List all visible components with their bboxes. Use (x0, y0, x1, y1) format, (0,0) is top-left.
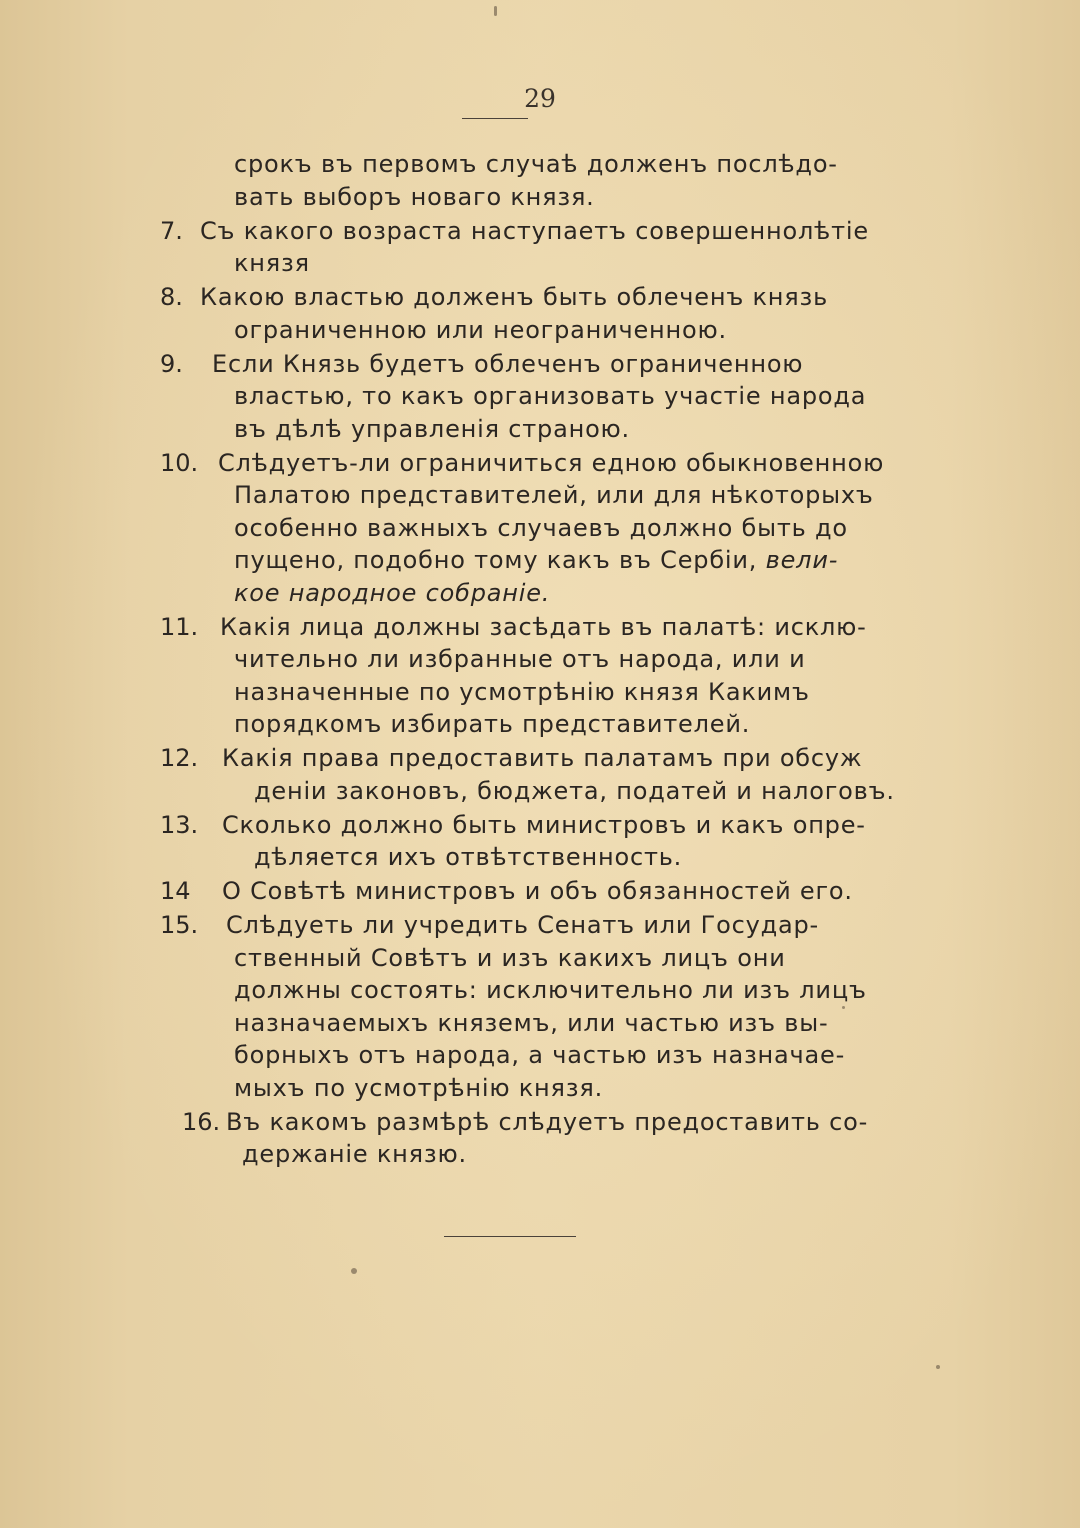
item-number: 7. (160, 216, 183, 245)
text-line: Какія лица должны засѣдать въ палатѣ: исклю- (220, 612, 867, 641)
paper-speck (351, 1268, 357, 1274)
item-number: 13. (160, 810, 199, 839)
text-line: Съ какого возраста наступаетъ совершеннолѣтіе (200, 216, 869, 245)
item-number: 11. (160, 612, 199, 641)
footer-rule (444, 1236, 576, 1237)
list-item (160, 215, 869, 280)
item-number: 9. (160, 349, 183, 378)
text-line: О Совѣтѣ министровъ и объ обязанностей его. (222, 877, 853, 905)
list-item (160, 875, 853, 908)
paper-speck (494, 6, 497, 16)
text-line: ограниченною или неограниченною. (234, 315, 727, 344)
text-line: Сколько должно быть министровъ и какъ опре- (222, 810, 866, 839)
text-line: Слѣдуеть ли учредить Сенатъ или Государ- (226, 911, 819, 939)
text-line: должны состоять: исключительно ли изъ лицъ (234, 976, 867, 1004)
item-number: 14 (160, 877, 191, 905)
text-line: ственный Совѣтъ и изъ какихъ лицъ они (234, 943, 786, 972)
text-line: держаніе князю. (242, 1140, 467, 1168)
text-line: чительно ли избранные отъ народа, или и (234, 645, 806, 673)
text-line: мыхъ по усмотрѣнію князя. (234, 1073, 604, 1102)
item-number: 8. (160, 283, 183, 311)
text-line: особенно важныхъ случаевъ должно быть до (234, 513, 848, 542)
question-list (160, 148, 895, 1172)
text-line: Въ какомъ размѣрѣ слѣдуетъ предоставить со- (226, 1107, 869, 1136)
list-item (160, 1106, 869, 1171)
text-line: властью, то какъ организовать участіе народа (234, 382, 867, 410)
item-number: 10. (160, 448, 199, 477)
text-line (234, 544, 850, 577)
italic-line: кое народное собраніе. (234, 578, 551, 607)
text-line: Палатою представителей, или для нѣкоторыхъ (234, 481, 874, 509)
text-fragment: пущено, подобно тому какъ въ Сербіи, (234, 546, 758, 574)
item-number: 15. (160, 911, 199, 939)
text-line: борныхъ отъ народа, а частью изъ назначае- (234, 1041, 846, 1069)
list-item (160, 909, 867, 1104)
item-number: 16. (182, 1107, 221, 1136)
text-line: дѣляется ихъ отвѣтственность. (254, 843, 683, 871)
continuation-text (160, 148, 850, 213)
header-rule (462, 118, 528, 119)
list-item (160, 809, 866, 874)
page-number: 29 (524, 84, 556, 113)
list-item (160, 611, 867, 741)
text-line: Если Князь будетъ облеченъ ограниченною (212, 349, 804, 378)
text-line: Какія права предоставить палатамъ при обсуж (222, 744, 863, 772)
list-item (160, 281, 850, 346)
text-line: порядкомъ избирать представителей. (234, 710, 751, 738)
text-line: назначаемыхъ княземъ, или частью изъ вы- (234, 1008, 829, 1037)
list-item (160, 348, 867, 446)
text-line: въ дѣлѣ управленія страною. (234, 414, 630, 443)
item-number: 12. (160, 744, 199, 772)
text-line: Слѣдуетъ-ли ограничиться едною обыкновенною (218, 448, 885, 477)
text-line: назначенные по усмотрѣнію князя Какимъ (234, 677, 810, 706)
text-line: срокъ въ первомъ случаѣ долженъ послѣдо- (234, 150, 838, 178)
list-item (160, 742, 895, 807)
text-line: Какою властью долженъ быть облеченъ князь (200, 283, 829, 311)
text-line: князя (234, 249, 310, 277)
paper-speck (936, 1365, 940, 1369)
paper-speck (842, 1006, 845, 1009)
text-line: вать выборъ новаго князя. (234, 182, 595, 211)
italic-fragment: вели- (765, 546, 839, 574)
list-item (160, 447, 885, 610)
text-line: деніи законовъ, бюджета, податей и налоговъ. (254, 776, 895, 805)
